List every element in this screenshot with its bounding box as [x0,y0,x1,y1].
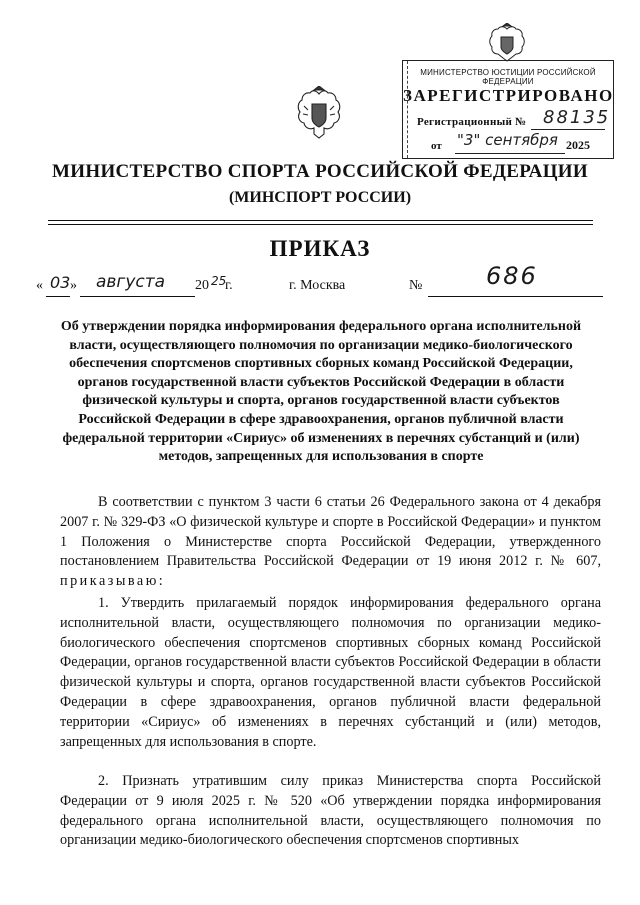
order-subject: Об утверждении порядка информирования федерального органа исполнительной власти, осуществляющего полномочия по организации медико-биологического обеспечения спортсменов спортивных сборных команд Российской Федерации, органов государственной власти субъектов Российской Федерации в области физической культуры и спорта, органов государственной власти субъектов Российской Федерации в сфере здравоохранения, органов публичной власти федеральной территории «Сириус» об изменениях в перечнях субстанций и (или) методов, запрещенных для использования в спорте [60,319,582,465]
stamp-date: "3" сентября [457,131,558,149]
order-word: приказываю: [60,573,166,590]
stamp-reg-number: 88135 [543,107,611,128]
date-quote-open: « [36,278,43,293]
city: г. Москва [289,278,346,293]
header-rule-top [48,220,593,221]
stamp-reg-label: Регистрационный № [417,116,527,128]
preamble-paragraph [60,493,601,592]
stamp-date-label: от [431,140,442,152]
document-type: ПРИКАЗ [269,236,371,261]
ministry-short-name: (МИНСПОРТ РОССИИ) [228,189,412,206]
stamp-emblem [485,23,529,63]
header-rule-bottom [48,224,593,225]
item-1-text: 1. Утвердить прилагаемый порядок информирования федерального органа исполнительной власти, осуществляющего полномочия по организации медико-биологического обеспечения спортсменов спортивных сборных команд Российской Федерации, органов государственной власти субъектов Российской Федерации в области физической культуры и спорта, органов государственной власти субъектов Российской Федерации в сфере здравоохранения, органов публичной власти федеральной территории «Сириус» об изменениях в перечнях субстанций и (или) методов, запрещенных для использования в спорте. [60,595,601,750]
registration-stamp [402,60,614,159]
order-number-label: № [409,278,423,293]
item-2-paragraph [60,772,601,851]
item-1-paragraph [60,594,601,752]
stamp-status: ЗАРЕГИСТРИРОВАНО [403,86,614,105]
date-quote-close: » [70,278,77,293]
order-number: 686 [486,262,538,290]
date-day: 03 [50,273,71,292]
item-2-text: 2. Признать утратившим силу приказ Министерства спорта Российской Федерации от 9 июля 2025 г. № 520 «Об утверждении порядка информирования федерального органа исполнительной власти, осуществляющего полномочия по организации медико-биологического обеспечения спортсменов спортивных [60,773,601,849]
date-year-prefix: 20 [195,278,209,293]
stamp-year: 2025 [566,138,590,152]
preamble-text: В соответствии с пунктом 3 части 6 статьи 26 Федерального закона от 4 декабря 2007 г. № 329-ФЗ «О физической культуре и спорте в Российской Федерации» и пунктом 1 Положения о Министерстве спорта Российской Федерации, утвержденного постановлением Правительства Российской Федерации от 19 июня 2012 г. № 607, [60,494,601,570]
coat-of-arms-emblem [292,86,346,146]
stamp-ministry: МИНИСТЕРСТВО ЮСТИЦИИ РОССИЙСКОЙ ФЕДЕРАЦИИ [420,68,596,86]
date-year-suffix: 25 [211,274,227,288]
date-year-unit: г. [225,278,233,293]
ministry-name: МИНИСТЕРСТВО СПОРТА РОССИЙСКОЙ ФЕДЕРАЦИИ [52,161,588,182]
date-month: августа [96,272,166,292]
